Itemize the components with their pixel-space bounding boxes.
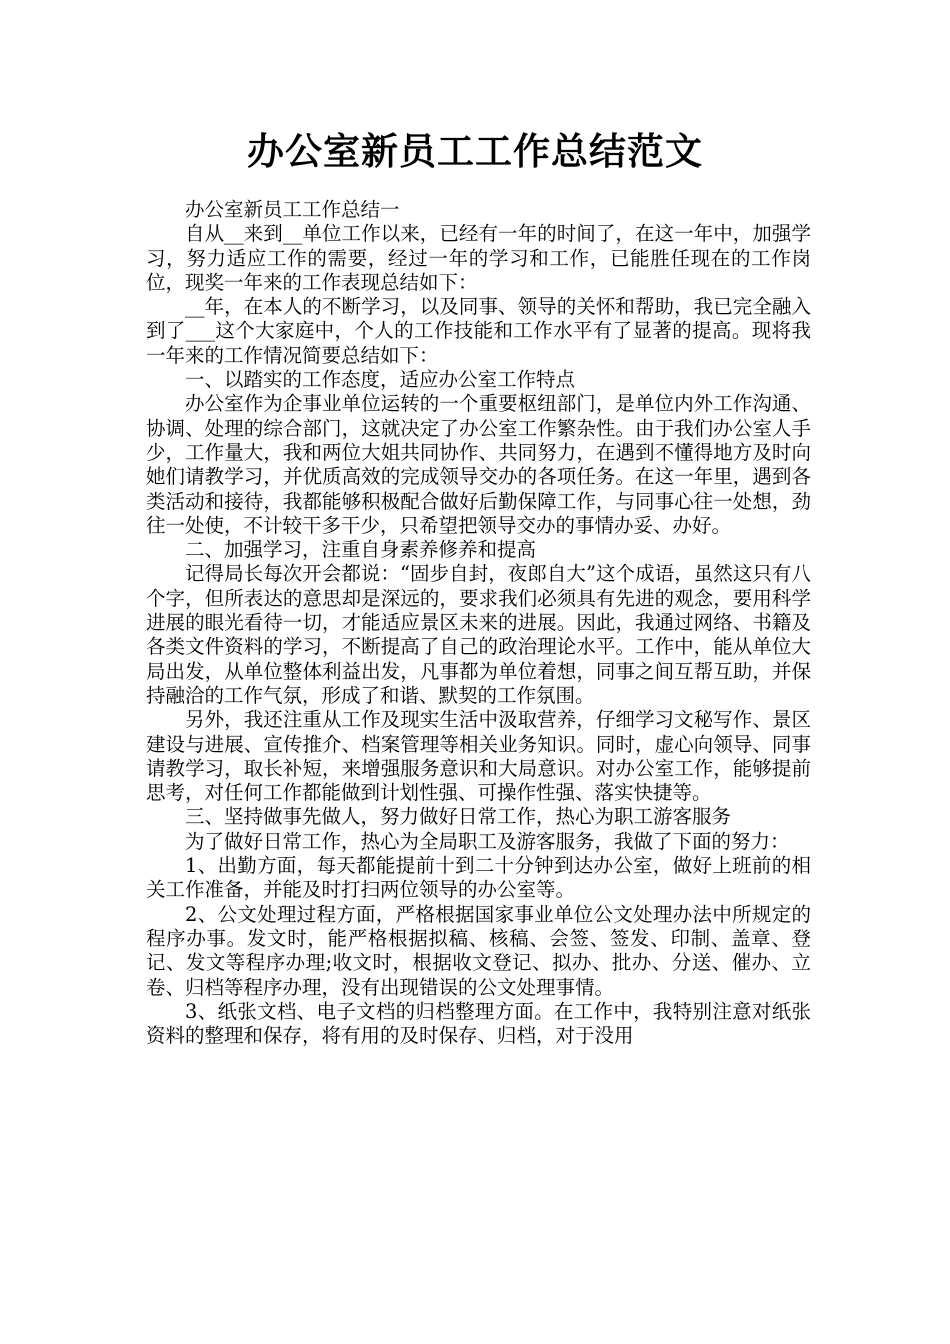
document-title: 办公室新员工工作总结范文 [247,130,703,173]
section-heading: 三、坚持做事先做人，努力做好日常工作，热心为职工游客服务 [185,805,732,829]
paragraph: 办公室新员工工作总结一 [185,198,400,221]
section-heading: 一、以踏实的工作态度，适应办公室工作特点 [185,368,576,392]
list-item: 3、纸张文档、电子文档的归档整理方面。在工作中，我特别注意对纸张资料的整理和保存，将有用的及时保存、归档，对于没用 [146,999,811,1048]
list-item: 1、出勤方面，每天都能提前十到二十分钟到达办公室，做好上班前的相关工作准备，并能及时打扫两位领导的办公室等。 [146,854,811,902]
list-item: 2、公文处理过程方面，严格根据国家事业单位公文处理办法中所规定的程序办事。发文时，能严格根据拟稿、核稿、会签、签发、印制、盖章、登记、发文等程序办理;收文时，根据收文登记、拟办、批办、分送、催办、立卷、归档等程序办理，没有出现错误的公文处理事情。 [146,902,811,999]
paragraph: 另外，我还注重从工作及现实生活中汲取营养，仔细学习文秘写作、景区建设与进展、宣传推介、档案管理等相关业务知识。同时，虚心向领导、同事请教学习，取长补短，来增强服务意识和大局意识。对办公室工作，能够提前思考，对任何工作都能做到计划性强、可操作性强、落实快捷等。 [146,708,811,805]
paragraph: 自从__来到__单位工作以来，已经有一年的时间了，在这一年中，加强学习，努力适应工作的需要，经过一年的学习和工作，已能胜任现在的工作岗位，现奖一年来的工作表现总结如下： [146,222,811,294]
paragraph: 办公室作为企事业单位运转的一个重要枢纽部门，是单位内外工作沟通、协调、处理的综合部门，这就决定了办公室工作繁杂性。由于我们办公室人手少，工作量大，我和两位大姐共同协作、共同努力，在遇到不懂得地方及时向她们请教学习，并优质高效的完成领导交办的各项任务。在这一年里，遇到各类活动和接待，我都能够积极配合做好后勤保障工作，与同事心往一处想，劲往一处使，不计较干多干少，只希望把领导交办的事情办妥、办好。 [146,392,811,537]
paragraph: 为了做好日常工作，热心为全局职工及游客服务，我做了下面的努力： [185,829,790,853]
paragraph: 记得局长每次开会都说：“固步自封，夜郎自大”这个成语，虽然这只有八个字，但所表达的意思却是深远的，要求我们必须具有先进的观念，要用科学进展的眼光看待一切，才能适应景区未来的进展。因此，我通过网络、书籍及各类文件资料的学习，不断提高了自己的政治理论水平。工作中，能从单位大局出发，从单位整体利益出发，凡事都为单位着想，同事之间互帮互助，并保持融洽的工作气氛，形成了和谐、默契的工作氛围。 [146,562,811,707]
document-body [146,198,811,1048]
paragraph: __年，在本人的不断学习，以及同事、领导的关怀和帮助，我已完全融入到了___这个大家庭中，个人的工作技能和工作水平有了显著的提高。现将我一年来的工作情况简要总结如下： [146,295,811,367]
section-heading: 二、加强学习，注重自身素养修养和提高 [185,538,537,562]
